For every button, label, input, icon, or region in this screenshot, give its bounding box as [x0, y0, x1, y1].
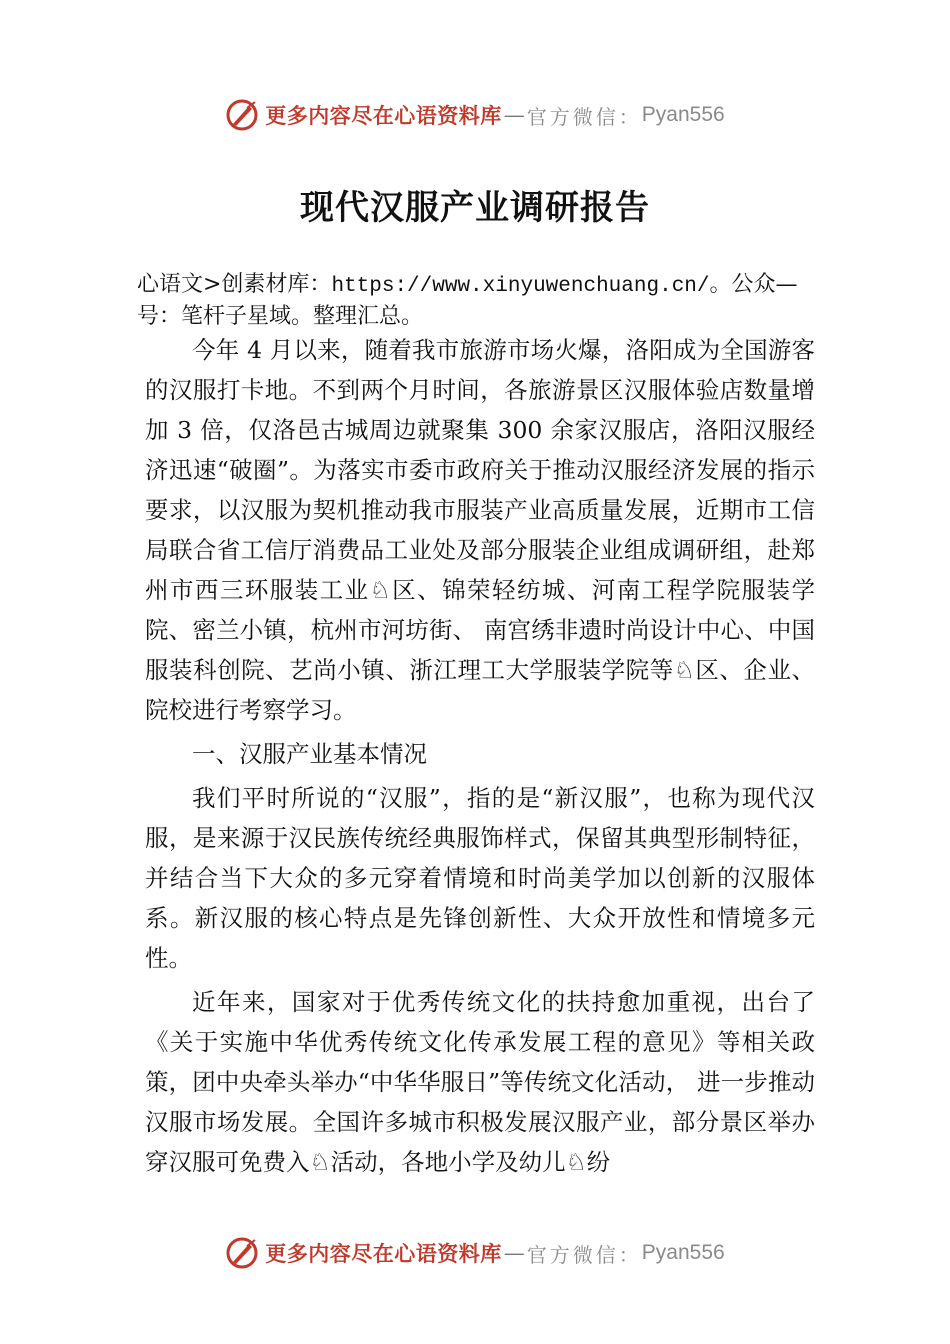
banner-brand-text: 更多内容尽在心语资料库	[265, 1241, 502, 1266]
document-body	[145, 330, 815, 1186]
source-line	[137, 270, 837, 332]
source-line-prefix: 心语文>创素材库：	[137, 272, 332, 297]
banner-brand-text: 更多内容尽在心语资料库	[265, 103, 502, 128]
banner-dash: —	[503, 103, 525, 127]
banner-wechat-id: Pyan556	[641, 1241, 725, 1264]
banner-dash: —	[503, 1241, 525, 1265]
paragraph-3: 近年来，国家对于优秀传统文化的扶持愈加重视，出台了《关于实施中华优秀传统文化传承发展工程的意见》等相关政策，团中央牵头举办“中华华服日”等传统文化活动， 进一步推动汉服市场发展。全国许多城市积极发展汉服产业，部分景区举办穿汉服可免费入♘活动，各地小学及幼儿♘纷	[145, 988, 815, 1176]
quill-pen-logo-icon	[225, 1236, 259, 1270]
document-title: 现代汉服产业调研报告	[300, 188, 650, 228]
source-line-suffix: 。公众—号：笔杆子星域。整理汇总。	[137, 272, 798, 329]
banner-wechat-id: Pyan556	[641, 103, 725, 126]
section-heading-1: 一、汉服产业基本情况	[192, 740, 427, 768]
paragraph-2: 我们平时所说的“汉服”，指的是“新汉服”，也称为现代汉服，是来源于汉民族传统经典服饰样式，保留其典型形制特征，并结合当下大众的多元穿着情境和时尚美学加以创新的汉服体系。新汉服的核心特点是先锋创新性、大众开放性和情境多元性。	[145, 784, 815, 972]
quill-pen-logo-icon	[225, 98, 259, 132]
banner-wechat-label: 官方微信：	[526, 1242, 642, 1267]
paragraph-1: 今年 4 月以来，随着我市旅游市场火爆，洛阳成为全国游客的汉服打卡地。不到两个月时间，各旅游景区汉服体验店数量增加 3 倍，仅洛邑古城周边就聚集 300 余家汉服店，洛阳汉服经济迅速“破圈”。为落实市委市政府关于推动汉服经济发展的指示要求，以汉服为契机推动我市服装产业高质量发展，近期市工信局联合省工信厅消费品工业处及部分服装企业组成调研组，赴郑州市西三环服装工业♘区、锦荣轻纺城、河南工程学院服装学院、密兰小镇，杭州市河坊街、 南宫绣非遗时尚设计中心、中国服装科创院、艺尚小镇、浙江理工大学服装学院等♘区、企业、院校进行考察学习。	[145, 336, 815, 724]
footer-watermark-banner	[0, 1233, 950, 1273]
banner-wechat-label: 官方微信：	[526, 104, 642, 129]
header-watermark-banner	[0, 95, 950, 135]
source-url-link[interactable]: https://www.xinyuwenchuang.cn/	[331, 275, 710, 298]
